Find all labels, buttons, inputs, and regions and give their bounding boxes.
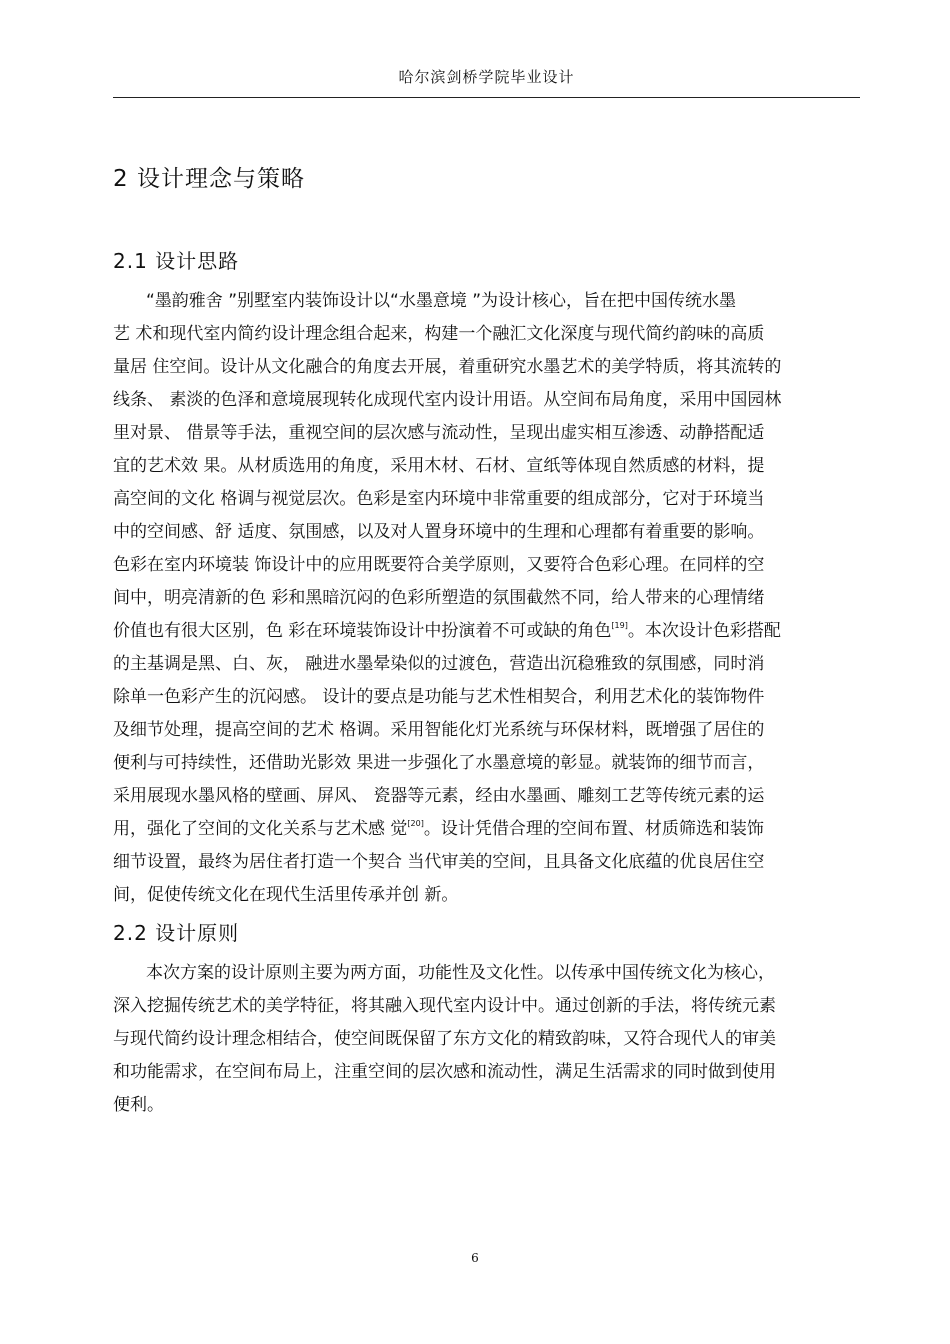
paragraph-line: 与现代简约设计理念相结合，使空间既保留了东方文化的精致韵味，又符合现代人的审美 bbox=[113, 1029, 776, 1049]
paragraph-line: 除单一色彩产生的沉闷感。 设计的要点是功能与艺术性相契合，利用艺术化的装饰物件 bbox=[113, 687, 765, 707]
running-header: 哈尔滨剑桥学院毕业设计 bbox=[398, 68, 575, 86]
header-divider bbox=[113, 97, 860, 98]
paragraph-line-text: 用，强化了空间的文化关系与艺术感 觉 bbox=[113, 819, 408, 839]
paragraph-line: 艺 术和现代室内简约设计理念组合起来，构建一个融汇文化深度与现代简约韵味的高质 bbox=[113, 324, 765, 344]
chapter-title: 2 设计理念与策略 bbox=[113, 166, 305, 192]
paragraph-line: 高空间的文化 格调与视觉层次。色彩是室内环境中非常重要的组成部分，它对于环境当 bbox=[113, 489, 765, 509]
section-heading-2-2: 2.2 设计原则 bbox=[113, 921, 240, 945]
paragraph-line-tail: 。设计凭借合理的空间布置、材质筛选和装饰 bbox=[423, 819, 764, 839]
paragraph-line: “墨韵雅舍 ”别墅室内装饰设计以“水墨意境 ”为设计核心，旨在把中国传统水墨 bbox=[146, 291, 737, 311]
paragraph-line: 量居 住空间。设计从文化融合的角度去开展，着重研究水墨艺术的美学特质，将其流转的 bbox=[113, 357, 782, 377]
paragraph-line: 间中，明亮清新的色 彩和黑暗沉闷的色彩所塑造的氛围截然不同，给人带来的心理情绪 bbox=[113, 588, 765, 608]
citation-19: [19] bbox=[611, 621, 628, 630]
paragraph-design-principles bbox=[113, 957, 863, 1122]
paragraph-line: 细节设置，最终为居住者打造一个契合 当代审美的空间，且具备文化底蕴的优良居住空 bbox=[113, 852, 765, 872]
paragraph-line: 的主基调是黑、白、灰， 融进水墨晕染似的过渡色，营造出沉稳雅致的氛围感，同时消 bbox=[113, 654, 765, 674]
paragraph-line: 深入挖掘传统艺术的美学特征，将其融入现代室内设计中。通过创新的手法，将传统元素 bbox=[113, 996, 776, 1016]
paragraph-line: 便利与可持续性，还借助光影效 果进一步强化了水墨意境的彰显。就装饰的细节而言， bbox=[113, 753, 765, 773]
paragraph-line: 本次方案的设计原则主要为两方面，功能性及文化性。以传承中国传统文化为核心， bbox=[146, 963, 775, 983]
paragraph-line: 采用展现水墨风格的壁画、屏风、 瓷器等元素，经由水墨画、雕刻工艺等传统元素的运 bbox=[113, 786, 765, 806]
paragraph-line-tail: 。本次设计色彩搭配 bbox=[627, 621, 781, 641]
paragraph-line: 间，促使传统文化在现代生活里传承并创 新。 bbox=[113, 885, 459, 905]
paragraph-line-with-citation bbox=[113, 813, 863, 846]
section-heading-2-1: 2.1 设计思路 bbox=[113, 249, 240, 273]
paragraph-line: 线条、 素淡的色泽和意境展现转化成现代室内设计用语。从空间布局角度，采用中国园林 bbox=[113, 390, 782, 410]
paragraph-line-with-citation bbox=[113, 615, 863, 648]
paragraph-line: 和功能需求，在空间布局上，注重空间的层次感和流动性，满足生活需求的同时做到使用 bbox=[113, 1062, 776, 1082]
paragraph-line: 及细节处理，提高空间的艺术 格调。采用智能化灯光系统与环保材料，既增强了居住的 bbox=[113, 720, 765, 740]
paragraph-design-ideas bbox=[113, 285, 863, 912]
paragraph-line: 色彩在室内环境装 饰设计中的应用既要符合美学原则，又要符合色彩心理。在同样的空 bbox=[113, 555, 765, 575]
paragraph-line: 中的空间感、舒 适度、氛围感，以及对人置身环境中的生理和心理都有着重要的影响。 bbox=[113, 522, 765, 542]
citation-20: [20] bbox=[407, 819, 424, 828]
paragraph-line: 便利。 bbox=[113, 1095, 164, 1115]
page-number: 6 bbox=[471, 1251, 479, 1265]
paragraph-line: 里对景、 借景等手法，重视空间的层次感与流动性，呈现出虚实相互渗透、动静搭配适 bbox=[113, 423, 765, 443]
paragraph-line-text: 价值也有很大区别，色 彩在环境装饰设计中扮演着不可或缺的角色 bbox=[113, 621, 612, 641]
paragraph-line: 宜的艺术效 果。从材质选用的角度，采用木材、石材、宣纸等体现自然质感的材料，提 bbox=[113, 456, 765, 476]
